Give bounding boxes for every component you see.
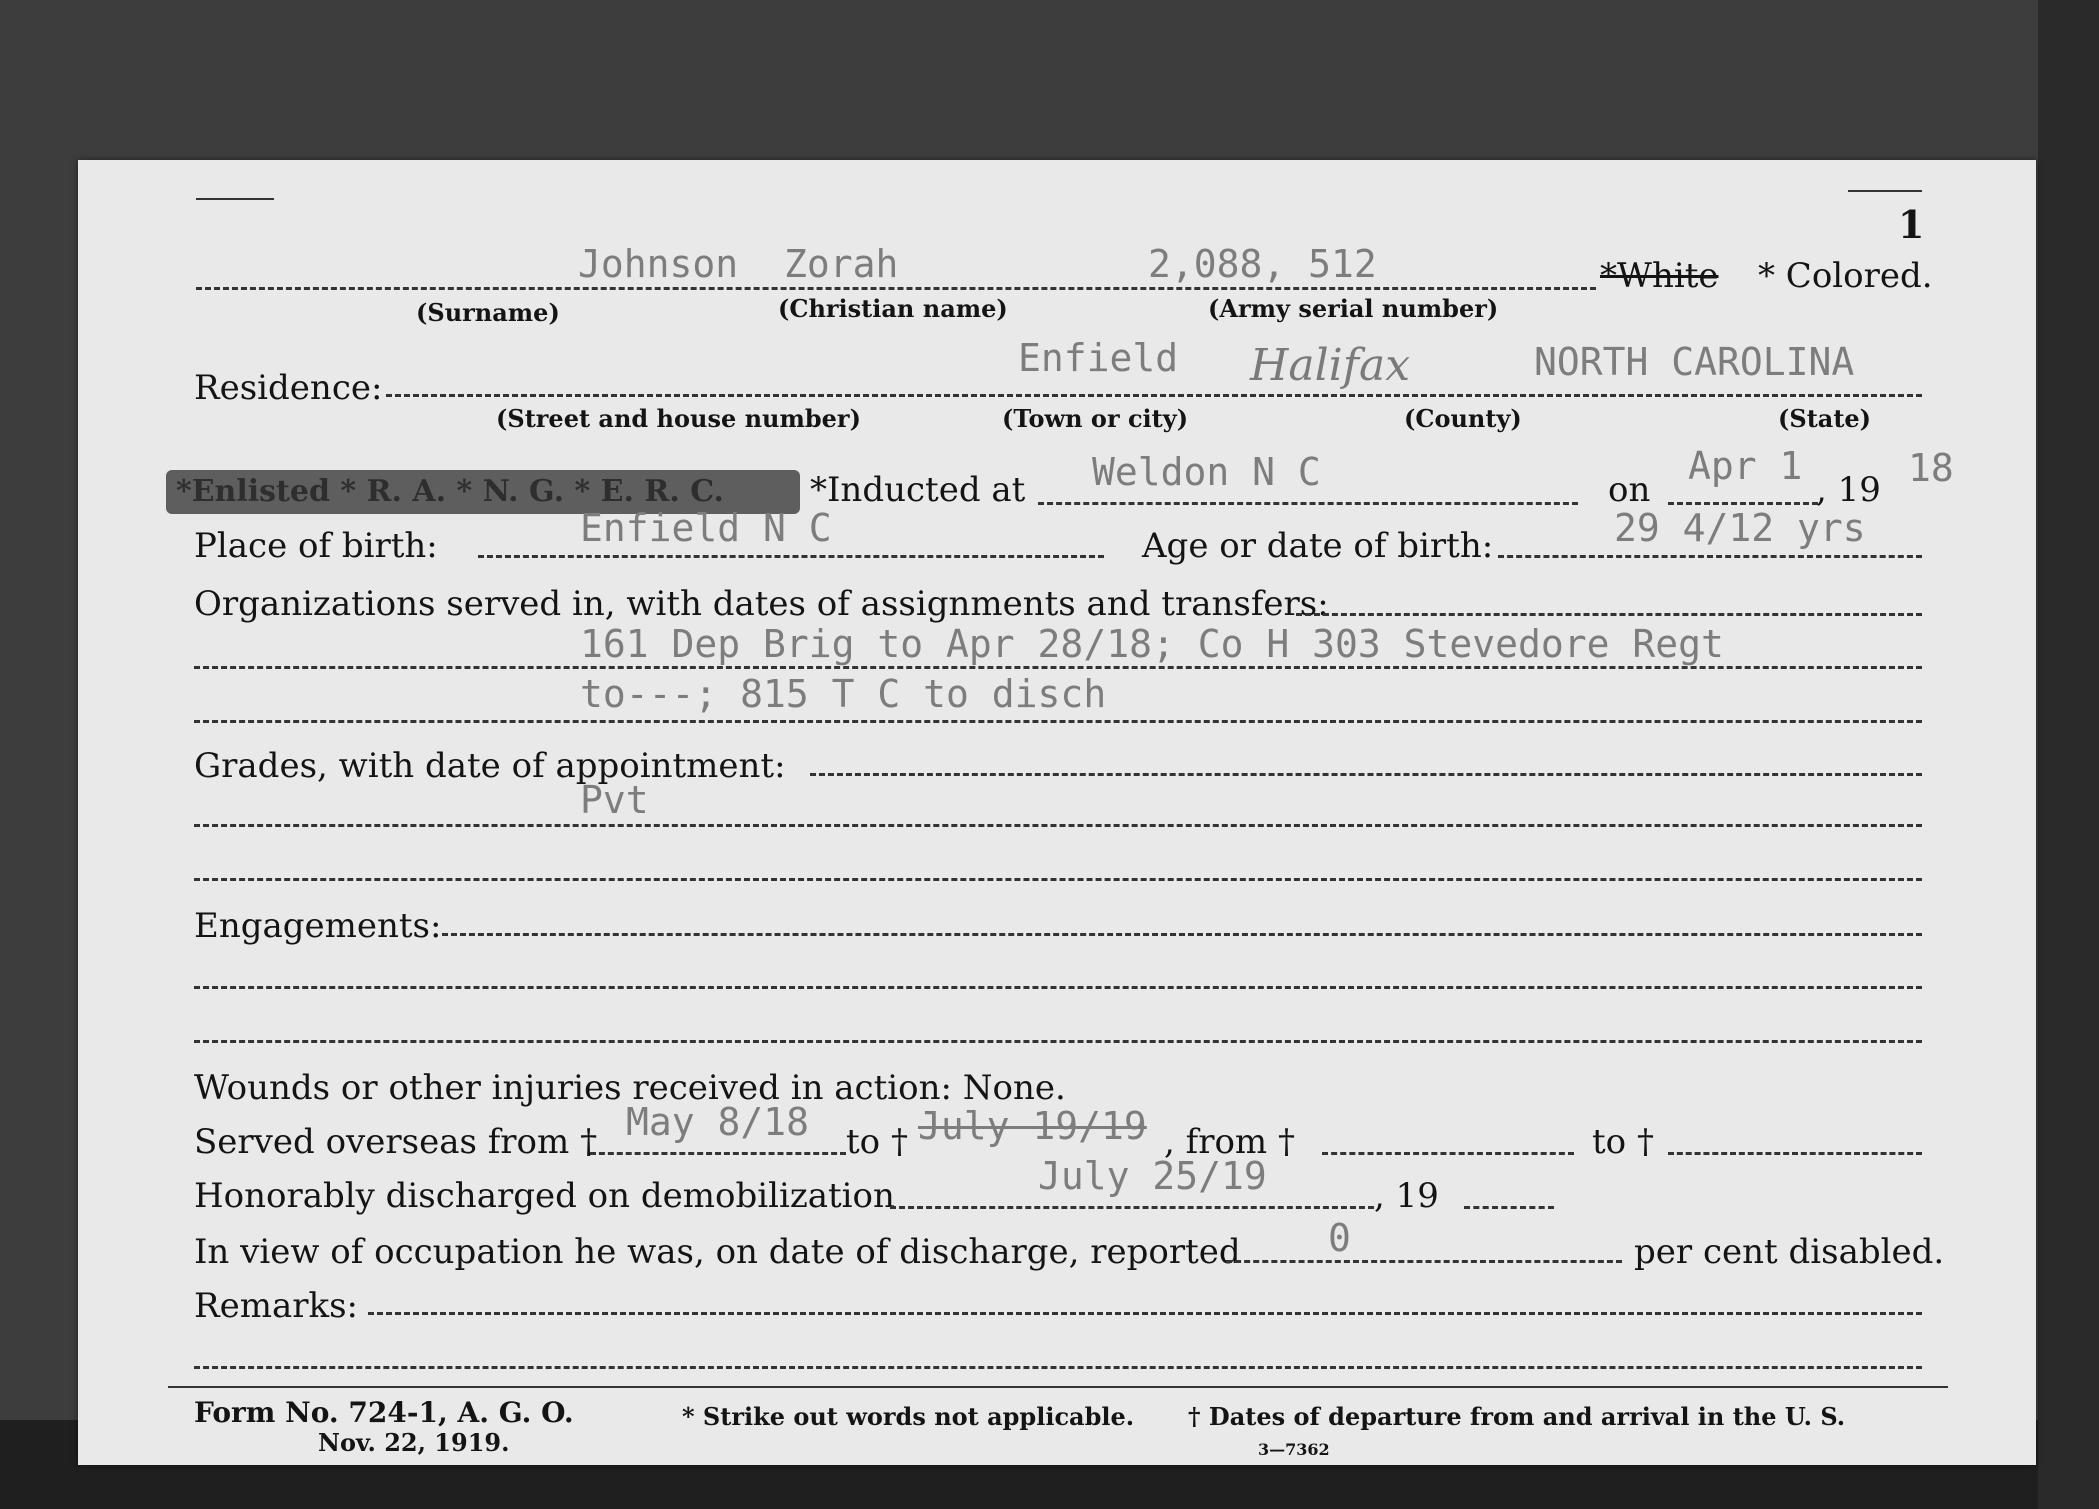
grades-line-0 (810, 773, 1922, 776)
race-white-option: *White (1600, 256, 1719, 296)
surname-value: Johnson (578, 242, 739, 286)
organizations-line-1 (194, 666, 1922, 669)
place-of-birth-value: Enfield N C (580, 506, 832, 550)
note-strike: * Strike out words not applicable. (682, 1402, 1135, 1431)
overseas-label: Served overseas from † (194, 1122, 598, 1162)
induction-year-value: 18 (1908, 446, 1954, 490)
disability-percent-value: 0 (1328, 1216, 1351, 1260)
induction-date-value: Apr 1 (1688, 444, 1803, 488)
town-caption: (Town or city) (1002, 404, 1189, 433)
inducted-place-value: Weldon N C (1092, 450, 1321, 494)
print-code: 3—7362 (1258, 1440, 1330, 1459)
background-right (2038, 0, 2099, 1509)
state-value: NORTH CAROLINA (1534, 340, 1855, 384)
state-caption: (State) (1778, 404, 1872, 433)
top-left-rule (196, 198, 274, 200)
surname-caption: (Surname) (416, 298, 560, 327)
organizations-line1-value: 161 Dep Brig to Apr 28/18; Co H 303 Stevedore Regt (580, 622, 1724, 666)
organizations-label: Organizations served in, with dates of assignments and transfers: (194, 584, 1329, 624)
street-caption: (Street and house number) (496, 404, 861, 433)
form-number: Form No. 724-1, A. G. O. (194, 1396, 574, 1429)
remarks-line-0 (368, 1312, 1922, 1315)
race-colored-option: * Colored. (1758, 256, 1933, 296)
county-caption: (County) (1404, 404, 1522, 433)
age-value: 29 4/12 yrs (1614, 506, 1866, 550)
overseas-to2-line (1668, 1152, 1922, 1155)
place-of-birth-line (478, 555, 1104, 558)
engagements-line-1 (194, 986, 1922, 989)
overseas-from-line (590, 1152, 846, 1155)
town-value: Enfield (1018, 336, 1179, 380)
discharge-year-line (1464, 1206, 1554, 1209)
name-line (196, 287, 1596, 290)
disability-label: In view of occupation he was, on date of discharge, reported (194, 1232, 1241, 1272)
overseas-from2-label: , from † (1164, 1122, 1295, 1162)
grades-line-2 (194, 878, 1922, 881)
organizations-line2-value: to---; 815 T C to disch (580, 672, 1107, 716)
christian-name-value: Zorah (784, 242, 899, 286)
inducted-line (1038, 502, 1578, 505)
overseas-to2-label: to † (1592, 1122, 1654, 1162)
serial-caption: (Army serial number) (1208, 294, 1499, 323)
overseas-from2-line (1322, 1152, 1574, 1155)
year-prefix: , 19 (1816, 470, 1881, 510)
engagements-line-2 (194, 1040, 1922, 1043)
age-line (1498, 555, 1922, 558)
grades-line-1 (194, 824, 1922, 827)
engagements-label: Engagements: (194, 906, 442, 946)
county-value: Halifax (1250, 340, 1411, 391)
organizations-line-0 (1296, 613, 1922, 616)
on-label: on (1608, 470, 1651, 510)
disability-suffix: per cent disabled. (1634, 1232, 1945, 1272)
engagements-line-0 (442, 933, 1922, 936)
form-date: Nov. 22, 1919. (318, 1428, 510, 1457)
inducted-label: *Inducted at (810, 470, 1026, 510)
place-of-birth-label: Place of birth: (194, 526, 438, 566)
enlisted-options: *Enlisted * R. A. * N. G. * E. R. C. (176, 474, 724, 509)
serial-number-value: 2,088, 512 (1148, 242, 1377, 286)
footer-rule (168, 1386, 1948, 1388)
christian-name-caption: (Christian name) (778, 294, 1008, 323)
overseas-to-label: to † (846, 1122, 908, 1162)
overseas-to-value: July 19/19 (918, 1104, 1147, 1148)
top-right-rule (1848, 190, 1922, 192)
organizations-line-2 (194, 720, 1922, 723)
disability-line (1226, 1260, 1622, 1263)
age-label: Age or date of birth: (1142, 526, 1494, 566)
remarks-label: Remarks: (194, 1286, 358, 1326)
induction-date-line (1668, 502, 1818, 505)
page-number: 1 (1898, 202, 1925, 247)
remarks-line-1 (194, 1366, 1922, 1369)
discharge-date-value: July 25/19 (1038, 1154, 1267, 1198)
overseas-from-value: May 8/18 (626, 1100, 810, 1144)
grades-value: Pvt (580, 778, 649, 822)
discharge-year-suffix: , 19 (1374, 1176, 1439, 1216)
service-record-card (78, 160, 2036, 1465)
wounds-label: Wounds or other injuries received in action: None. (194, 1068, 1066, 1108)
grades-label: Grades, with date of appointment: (194, 746, 786, 786)
discharge-line (890, 1206, 1374, 1209)
note-dates: † Dates of departure from and arrival in the U. S. (1188, 1402, 1846, 1431)
residence-label: Residence: (194, 368, 383, 408)
discharge-label: Honorably discharged on demobilization (194, 1176, 895, 1216)
residence-line (386, 394, 1922, 397)
